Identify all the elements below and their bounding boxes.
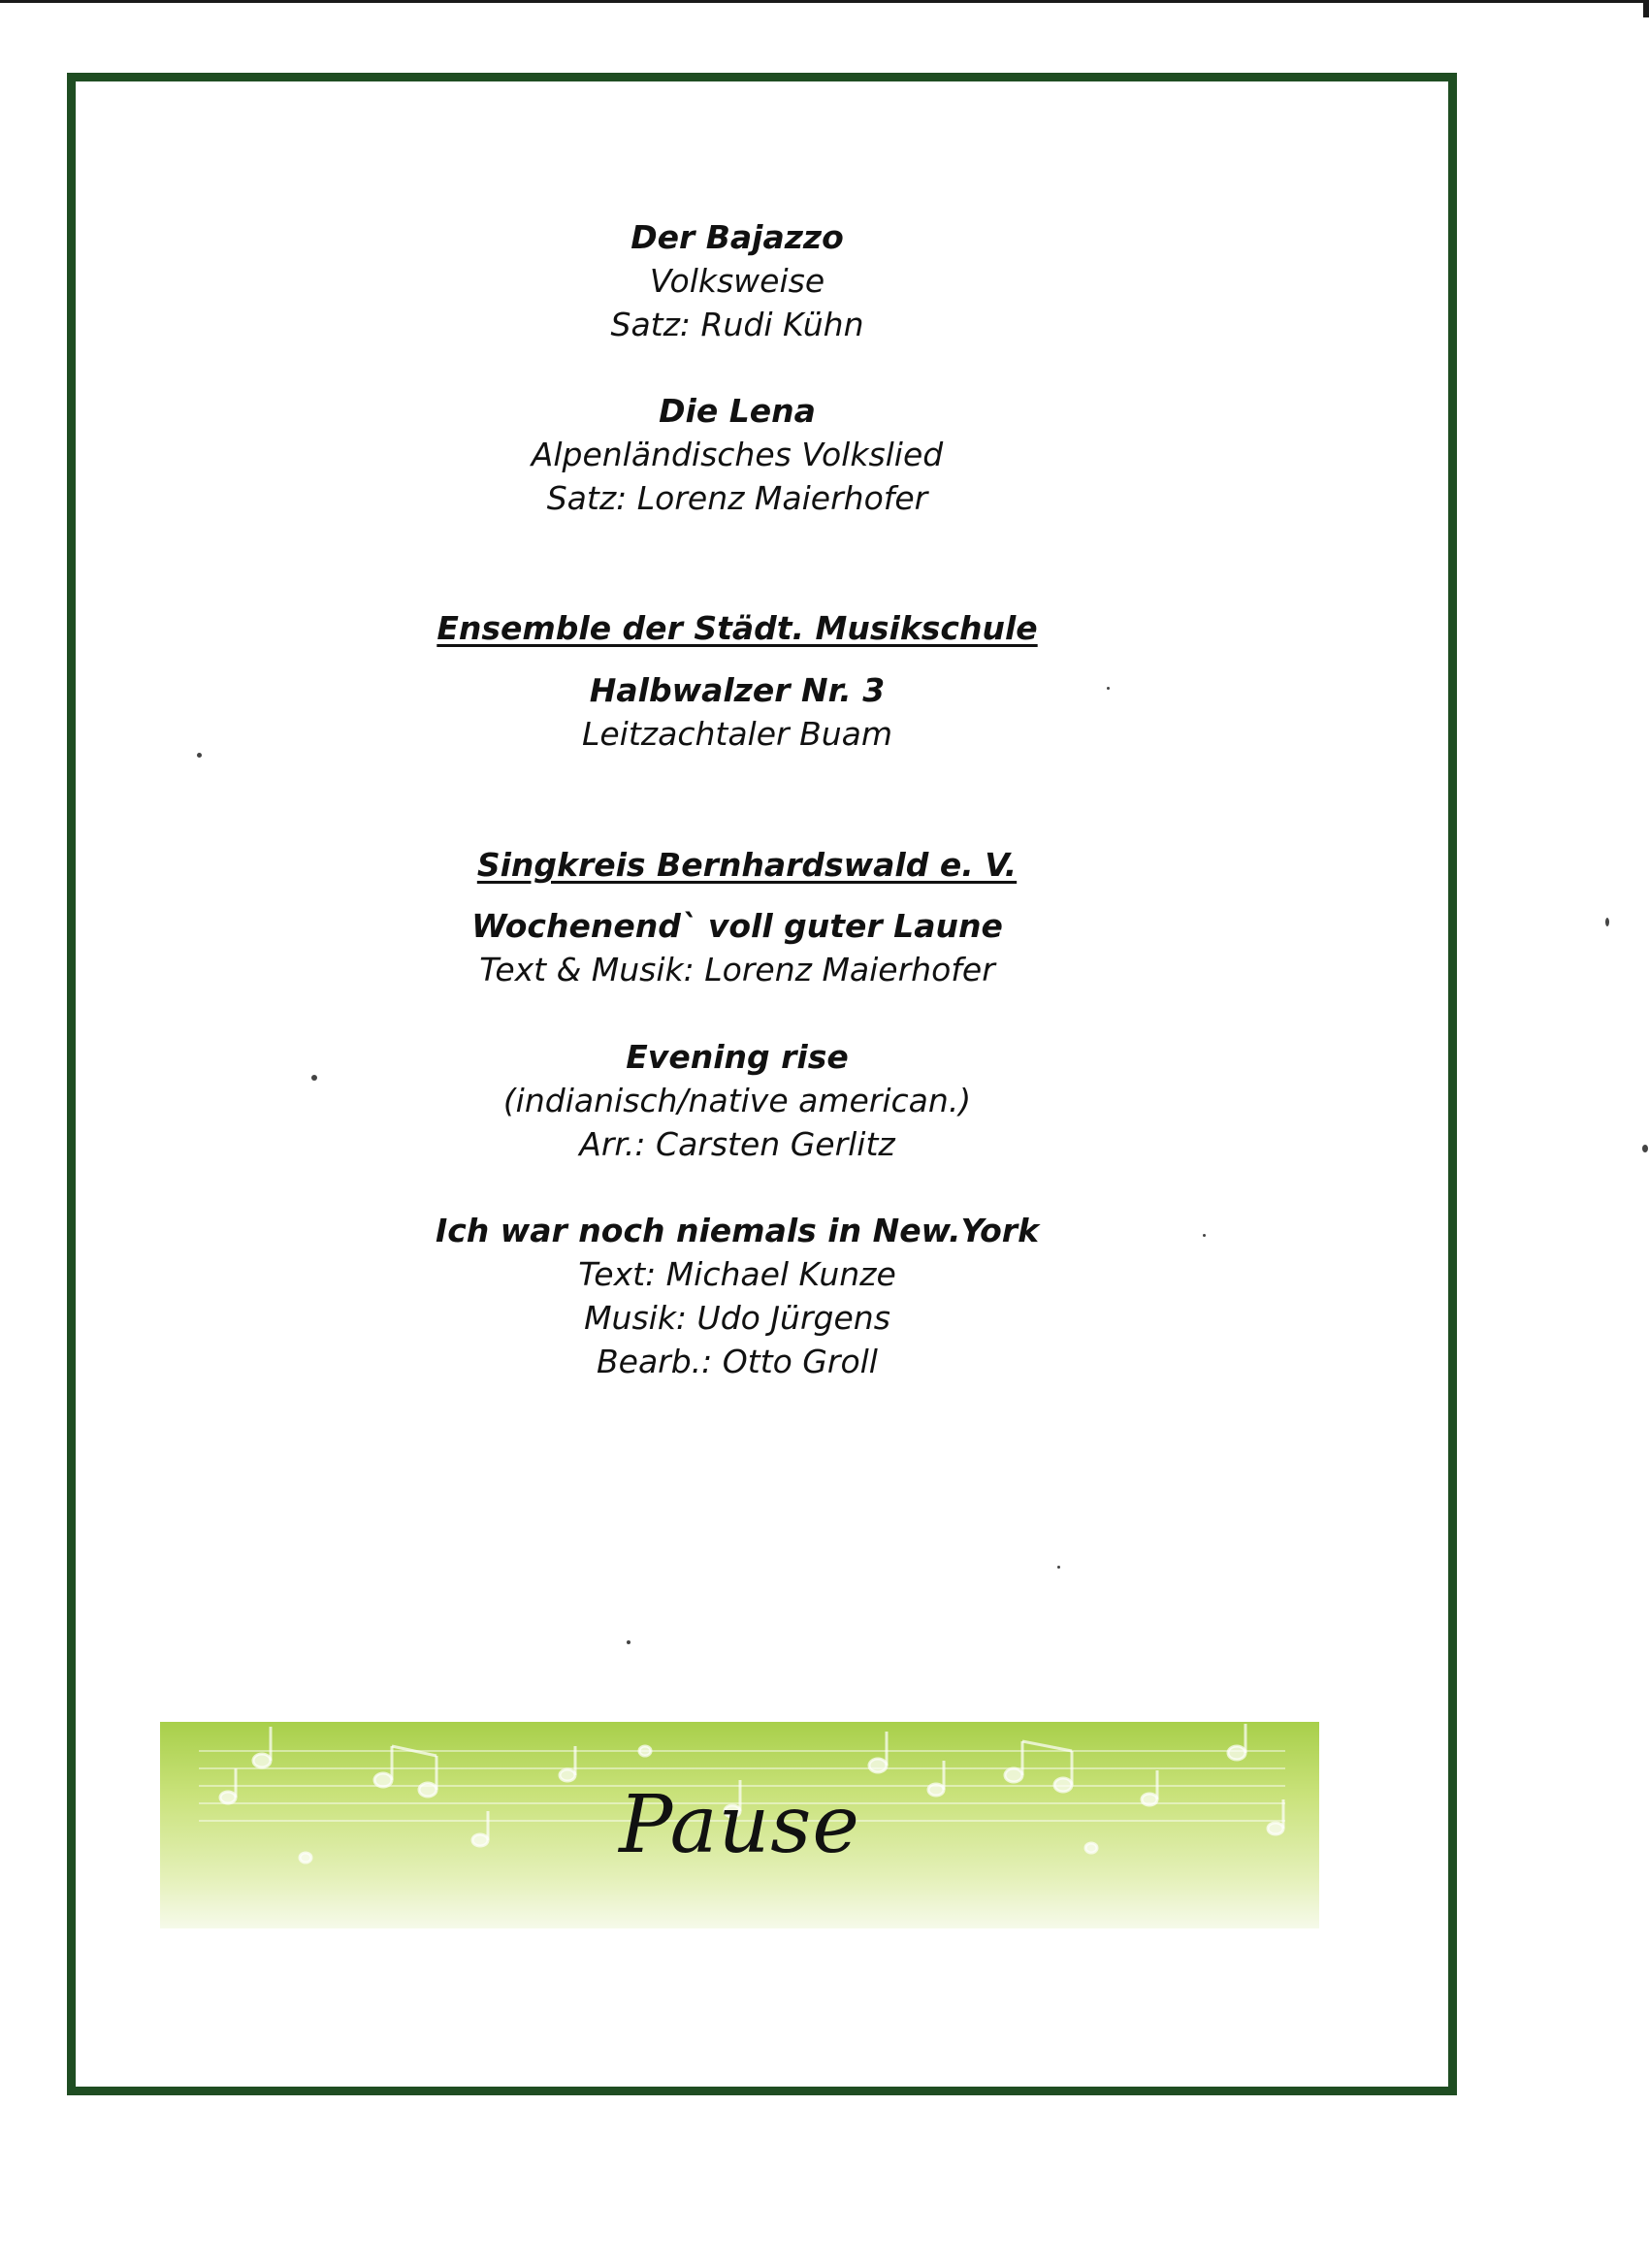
scan-speck <box>1605 918 1609 926</box>
ensemble-name: Singkreis Bernhardswald e. V. <box>476 846 1018 884</box>
ensemble-name: Ensemble der Städt. Musikschule <box>436 609 1038 647</box>
scan-speck <box>311 1075 317 1081</box>
pause-banner <box>160 1722 1319 1928</box>
item-arrangement: Bearb.: Otto Groll <box>597 1343 878 1380</box>
ensemble-heading-musikschule <box>0 606 1474 650</box>
program-item-lena <box>0 389 1474 520</box>
item-arrangement: Satz: Lorenz Maierhofer <box>546 479 928 517</box>
scan-top-edge <box>0 0 1649 3</box>
scan-speck <box>1642 1145 1648 1152</box>
item-title: Wochenend` voll guter Laune <box>471 907 1003 945</box>
program-item-wochenend <box>0 904 1474 991</box>
item-arrangement: Satz: Rudi Kühn <box>610 306 864 343</box>
program-item-evening-rise <box>0 1035 1474 1166</box>
item-music-credit: Musik: Udo Jürgens <box>584 1299 890 1337</box>
item-subtitle: Leitzachtaler Buam <box>581 715 892 753</box>
scan-speck <box>627 1640 630 1644</box>
item-title: Die Lena <box>659 392 816 430</box>
pause-label: Pause <box>619 1779 860 1871</box>
scan-edge-mark <box>1643 0 1649 17</box>
item-arrangement: Arr.: Carsten Gerlitz <box>579 1125 895 1163</box>
item-text-credit: Text: Michael Kunze <box>578 1255 896 1293</box>
program-item-bajazzo <box>0 215 1474 346</box>
scan-speck <box>197 753 202 758</box>
item-title: Halbwalzer Nr. 3 <box>589 671 886 709</box>
item-subtitle: (indianisch/native american.) <box>502 1082 972 1119</box>
program-item-halbwalzer <box>0 668 1474 756</box>
ensemble-heading-singkreis <box>10 843 1484 887</box>
item-title: Ich war noch niemals in New.York <box>435 1212 1040 1249</box>
program-item-new-york <box>0 1209 1474 1383</box>
scan-speck <box>1107 687 1110 690</box>
item-credits: Text & Musik: Lorenz Maierhofer <box>479 951 995 988</box>
item-subtitle: Alpenländisches Volkslied <box>531 436 944 473</box>
item-subtitle: Volksweise <box>649 262 825 300</box>
item-title: Evening rise <box>626 1038 849 1076</box>
scan-speck <box>1057 1566 1060 1569</box>
item-title: Der Bajazzo <box>630 218 844 256</box>
scan-speck <box>1203 1234 1206 1237</box>
